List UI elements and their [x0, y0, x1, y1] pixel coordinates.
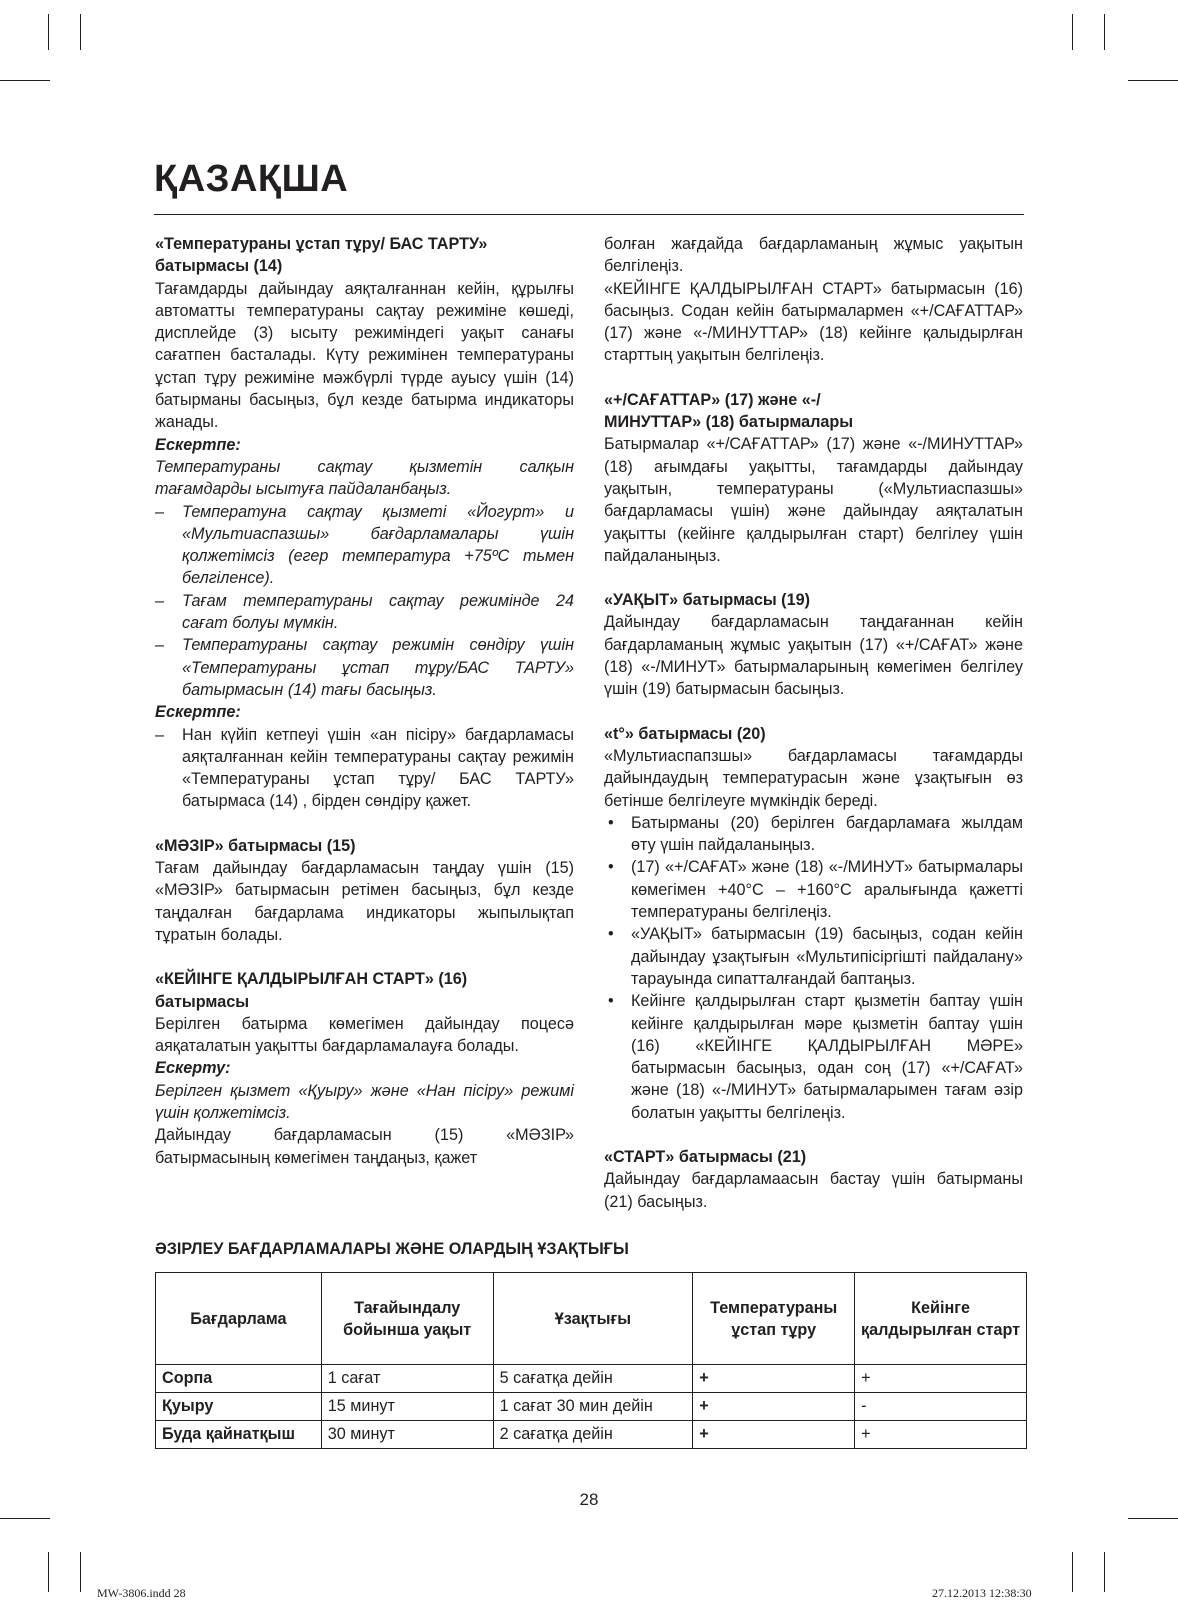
note-list-item-text: Температуна сақтау қызметі «Йогурт» и «Мультиаспазшы» бағдарламалары үшін қолжетімсіз (егер температура +75ºC тьмен белгіленсе). [182, 502, 574, 588]
footer-datetime: 27.12.2013 12:38:30 [932, 1586, 1032, 1600]
table-header-cell: Бағдарлама [156, 1273, 322, 1365]
crop-mark [48, 14, 49, 50]
section-title-hours-minutes-2: МИНУТТАР» (18) батырмалары [604, 413, 854, 432]
crop-mark [1104, 1552, 1105, 1592]
crop-mark [1072, 1552, 1073, 1592]
page-number: 28 [579, 1490, 599, 1509]
table-row [156, 1421, 1027, 1449]
bullet-item [604, 812, 1023, 857]
section-text-hold-temp: Тағамдарды дайындау аяқталғаннан кейін, құрылғы автоматты температураны сақтау режиміне көшеді, дисплейде (3) ысыту режиміндегі уақыт санағы сағатпен басталады. Күту режимінен температураны ұстап тұру режиміне мәжбүрлі түрде ауысу үшін (14) батырманы басыңыз, бұл кезде батырма индикаторы жанады. [155, 279, 574, 432]
table-cell: 5 сағатқа дейін [493, 1365, 693, 1393]
section-text-hours-minutes: Батырмалар «+/САҒАТТАР» (17) және «-/МИНУТТАР» (18) ағымдағы уақытты, тағамдарды дайындау уақытын, температураны («Мультиаспазшы» бағдарламасы үшін) және дайындау аяқталатын уақытты (кейінге қалдырылған старт) белгілеу үшін пайдаланыңыз. [604, 435, 1023, 565]
note-label: Ескерту: [155, 1059, 231, 1078]
table-cell: - [855, 1393, 1027, 1421]
table-title: ӘЗІРЛЕУ БАҒДАРЛАМАЛАРЫ ЖӘНЕ ОЛАРДЫҢ ҰЗАҚТЫҒЫ [155, 1240, 629, 1258]
table-cell: 1 сағат [321, 1365, 493, 1393]
table-cell: + [855, 1421, 1027, 1449]
dash-marker: – [155, 636, 165, 655]
continued-text: болған жағдайда бағдарламаның жұмыс уақытын белгілеңіз. [604, 235, 1023, 276]
note-text: Берілген қызмет «Қуыру» және «Нан пісіру» режимі үшін қолжетімсіз. [155, 1081, 574, 1122]
note-label: Ескертпе: [155, 435, 241, 454]
table-row [156, 1393, 1027, 1421]
bullet-item [604, 856, 1023, 923]
note-list-item [155, 634, 574, 701]
section-title-time: «УАҚЫТ» батырмасы (19) [604, 591, 810, 610]
table-header-cell: Кейінге қалдырылған старт [855, 1273, 1027, 1365]
table-row [156, 1365, 1027, 1393]
dash-marker: – [155, 591, 165, 610]
bullet-item-text: Кейінге қалдырылған старт қызметін баптау үшін кейінге қалдырылған мәре қызметін баптау үшін (16) «КЕЙІНГЕ ҚАЛДЫРЫЛҒАН МӘРЕ» батырмасын басыңыз, одан соң (17) «+/САҒАТ» және (18) «-/МИНУТ» батырмаларымен тағам әзір болатын уақытты белгілеңіз. [631, 992, 1023, 1122]
heading-rule [154, 214, 1024, 215]
crop-mark [1072, 14, 1073, 50]
bullet-item-text: «УАҚЫТ» батырмасын (19) басыңыз, содан кейін дайындау ұзақтығын «Мультипісіргішті пайдалану» тарауында сипатталғандай баптаңыз. [631, 925, 1023, 988]
note-text: Температураны сақтау қызметін салқын тағамдарды ысытуға пайдаланбаңыз. [155, 457, 574, 499]
crop-mark [1128, 1518, 1178, 1519]
dash-marker: – [155, 502, 165, 521]
bullet-item [604, 990, 1023, 1124]
crop-mark [80, 14, 81, 50]
table-cell: 15 минут [321, 1393, 493, 1421]
note-list-item [155, 590, 574, 635]
continued-text-2: «КЕЙІНГЕ ҚАЛДЫРЫЛҒАН СТАРТ» батырмасын (16) басыңыз. Содан кейін батырмалармен «+/САҒАТТАР» (17) және «-/МИНУТТАР» (18) кейінге қалыдырлған старттың уақытын белгілеңіз. [604, 279, 1023, 365]
note-list-item-text: Температураны сақтау режимін сөндіру үшін «Температураны ұстап тұру/БАС ТАРТУ» батырмасын (14) тағы басыңыз. [182, 636, 574, 699]
section-text-time: Дайындау бағдарламасын таңдағаннан кейін бағдарламаның жұмыс уақытын (17) «+/САҒАТ» және (18) «-/МИНУТ» батырмаларының көмегімен белгілеу үшін (19) батырмасын басыңыз. [604, 613, 1023, 699]
bullet-marker: • [608, 858, 614, 877]
table-cell: 2 сағатқа дейін [493, 1421, 693, 1449]
table-header-cell: Температураны ұстап тұру [693, 1273, 855, 1365]
section-title-delayed-start-2: батырмасы [155, 992, 250, 1011]
section-text-menu: Тағам дайындау бағдарламасын таңдау үшін (15) «МӘЗІР» батырмасын ретімен басыңыз, бұл кезде таңдалған бағдарлама индикаторы жыпылықтап тұратын болады. [155, 859, 574, 944]
crop-mark [0, 1518, 50, 1519]
dash-marker: – [155, 725, 165, 744]
section-text-delayed-start-2: Дайындау бағдарламасын (15) «МӘЗІР» батырмасының көмегімен таңдаңыз, қажет [155, 1126, 574, 1167]
section-title-start: «СТАРТ» батырмасы (21) [604, 1147, 807, 1166]
note-list-item [155, 724, 574, 813]
bullet-marker: • [608, 992, 614, 1011]
section-title-temperature: «t°» батырмасы (20) [604, 724, 766, 743]
section-title-hold-temp: «Температураны ұстап тұру/ БАС ТАРТУ» батырмасы (14) [155, 235, 488, 276]
table-cell: Буда қайнатқыш [156, 1421, 322, 1449]
section-title-delayed-start: «КЕЙІНГЕ ҚАЛДЫРЫЛҒАН СТАРТ» (16) [155, 970, 468, 989]
crop-mark [0, 80, 50, 81]
note-label: Ескертпе: [155, 703, 241, 722]
table-cell: + [693, 1365, 855, 1393]
table-header-row [156, 1273, 1027, 1365]
left-column [155, 233, 574, 1169]
bullet-item [604, 923, 1023, 990]
section-title-hours-minutes: «+/САҒАТТАР» (17) және «-/ [604, 390, 821, 409]
note-list-item [155, 501, 574, 590]
note-list-item-text: Нан күйіп кетпеуі үшін «ан пісіру» бағдарламасы аяқталғаннан кейін температураны сақтау режимін «Температураны ұстап тұру/ БАС ТАРТУ» батырмаса (14) , бірден сөндіру қажет. [182, 725, 574, 811]
note-list-item-text: Тағам температураны сақтау режимінде 24 сағат болуы мүмкін. [182, 591, 574, 633]
crop-mark [1128, 80, 1178, 81]
section-title-menu: «МӘЗІР» батырмасы (15) [155, 836, 356, 855]
section-text-delayed-start: Берілген батырма көмегімен дайындау поцесә аяқаталатын уақытты бағдарламалауға болады. [155, 1014, 574, 1056]
table-cell: Қуыру [156, 1393, 322, 1421]
table-cell: + [693, 1393, 855, 1421]
table-header-cell: Ұзақтығы [493, 1273, 693, 1365]
table-header-cell: Тағайындалу бойынша уақыт [321, 1273, 493, 1365]
bullet-marker: • [608, 925, 614, 944]
crop-mark [80, 1552, 81, 1592]
footer-file: MW-3806.indd 28 [97, 1586, 186, 1600]
programs-table [155, 1272, 1027, 1449]
bullet-item-text: (17) «+/САҒАТ» және (18) «-/МИНУТ» батырмалары көмегімен +40°C – +160°C аралығында қажетті температураны белгілеңіз. [631, 858, 1023, 922]
right-column [604, 233, 1023, 1213]
crop-mark [1104, 14, 1105, 50]
table-cell: Сорпа [156, 1365, 322, 1393]
table-cell: 1 сағат 30 мин дейін [493, 1393, 693, 1421]
table-cell: + [855, 1365, 1027, 1393]
section-text-temperature: «Мультиаспапзшы» бағдарламасы тағамдарды дайындаудың температурасын және ұзақтығын өз бетінше белгілеуге мүмкіндік береді. [604, 746, 1023, 810]
section-text-start: Дайындау бағдарламаасын бастау үшін батырманы (21) басыңыз. [604, 1170, 1023, 1211]
table-cell: 30 минут [321, 1421, 493, 1449]
table-cell: + [693, 1421, 855, 1449]
bullet-item-text: Батырманы (20) берілген бағдарламаға жылдам өту үшін пайдаланыңыз. [631, 813, 1023, 855]
page-heading: ҚАЗАҚША [154, 158, 349, 200]
bullet-marker: • [608, 813, 614, 832]
crop-mark [48, 1552, 49, 1592]
